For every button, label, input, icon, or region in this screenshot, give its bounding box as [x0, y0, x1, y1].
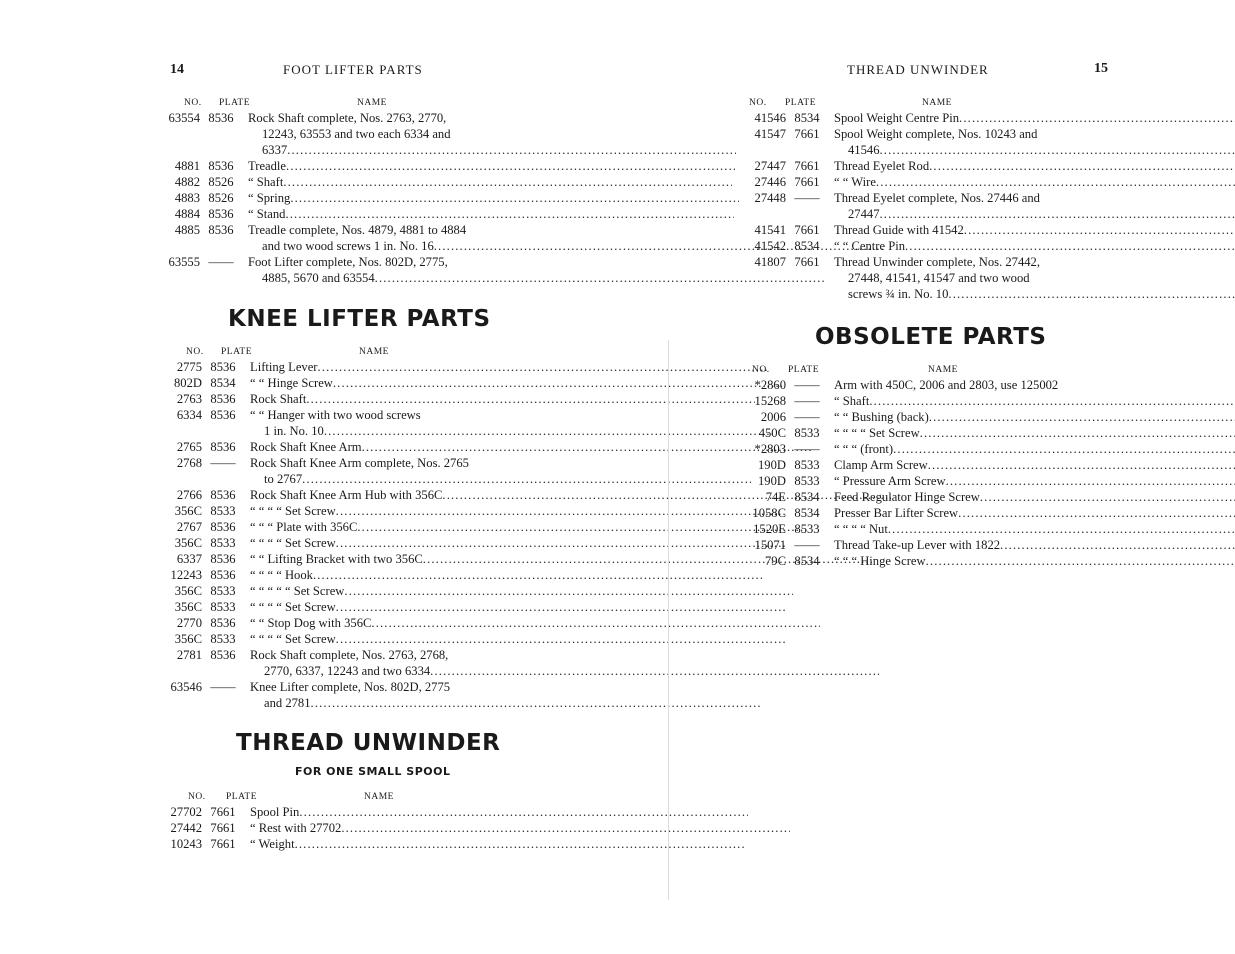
part-name-line: 27447	[848, 207, 880, 221]
page-number: 15	[1094, 61, 1108, 76]
table-row	[150, 254, 508, 286]
table-row	[152, 391, 508, 407]
part-name-line: Presser Bar Lifter Screw	[834, 506, 959, 520]
part-number: 10243	[170, 837, 202, 851]
table-row	[736, 158, 1076, 174]
plate-number: 8533	[210, 600, 236, 614]
col-no: NO.	[749, 98, 767, 108]
plate-number: 8536	[210, 360, 236, 374]
leader-dots	[879, 142, 1235, 158]
part-name-line: Thread Eyelet Rod	[834, 159, 930, 173]
part-name-line: 6337	[262, 143, 288, 157]
page-number: 14	[170, 62, 184, 77]
part-number: 41541	[754, 223, 786, 237]
part-name	[828, 457, 1235, 473]
plate-number: 8536	[208, 207, 234, 221]
table-row	[736, 457, 1076, 473]
leader-dots	[929, 409, 1235, 425]
leader-dots	[964, 222, 1235, 238]
part-number: 15071	[754, 538, 786, 552]
table-row	[736, 238, 1076, 254]
plate-number: ——	[794, 378, 820, 392]
plate-number: 8533	[794, 522, 820, 536]
part-number: 2775	[176, 360, 202, 374]
plate-number: 8536	[210, 568, 236, 582]
knee-lifter-heading: KNEE LIFTER PARTS	[228, 306, 491, 332]
table-row	[736, 537, 1076, 553]
part-number: 1520E	[753, 522, 786, 536]
table-row	[736, 505, 1076, 521]
table-row	[152, 359, 508, 375]
plate-number: ——	[210, 456, 236, 470]
table-row	[152, 631, 508, 647]
part-number: 2765	[176, 440, 202, 454]
table-row	[152, 455, 508, 487]
leader-dots	[926, 553, 1235, 569]
thread-unwinder-table	[152, 790, 508, 852]
table-row	[152, 647, 508, 679]
thread-unwinder-heading: THREAD UNWINDER	[236, 730, 501, 756]
plate-number: 7661	[794, 175, 820, 189]
part-name-line: Clamp Arm Screw	[834, 458, 928, 472]
part-name-line: “ “ “ “ Set Screw	[250, 504, 336, 518]
part-number: 2770	[176, 616, 202, 630]
part-number: 2768	[176, 456, 202, 470]
part-number: 12243	[170, 568, 202, 582]
plate-number: 8536	[208, 223, 234, 237]
part-name-line: Foot Lifter complete, Nos. 802D, 2775,	[248, 255, 448, 269]
part-name	[828, 222, 1235, 238]
col-name: NAME	[357, 98, 387, 108]
part-name-line: 12243, 63553 and two each 6334 and	[262, 127, 451, 141]
plate-number: 8536	[210, 520, 236, 534]
part-name-line: Knee Lifter complete, Nos. 802D, 2775	[250, 680, 451, 694]
part-number: 1058C	[752, 506, 786, 520]
plate-number: 8536	[210, 440, 236, 454]
plate-number: 8526	[208, 175, 234, 189]
part-name-line: 4885, 5670 and 63554	[262, 271, 375, 285]
leader-dots	[928, 457, 1235, 473]
part-number: 190D	[758, 474, 786, 488]
part-number: 4883	[174, 191, 200, 205]
table-row	[150, 110, 508, 158]
table-row	[152, 503, 508, 519]
table-row	[736, 521, 1076, 537]
part-name	[828, 537, 1235, 553]
plate-number: 7661	[210, 805, 236, 819]
part-name-line: “ “ “ “ Set Screw	[834, 426, 920, 440]
table-row	[736, 377, 1076, 393]
part-name-line: “ “ Wire	[834, 175, 876, 189]
obsolete-parts-table	[736, 363, 1076, 569]
part-name-line: to 2767	[264, 472, 303, 486]
leader-dots	[869, 393, 1235, 409]
plate-number: ——	[794, 191, 820, 205]
plate-number: 8533	[210, 504, 236, 518]
plate-number: 7661	[210, 821, 236, 835]
leader-dots	[980, 489, 1235, 505]
leader-dots	[1000, 537, 1235, 553]
part-name-line: Lifting Lever	[250, 360, 318, 374]
part-name-line: “ “ “ “ Hook	[250, 568, 313, 582]
plate-number: 7661	[210, 837, 236, 851]
part-name	[828, 473, 1235, 489]
col-plate: PLATE	[221, 347, 252, 357]
part-name	[828, 441, 1235, 457]
part-number: 356C	[174, 504, 202, 518]
part-number: 2006	[760, 410, 786, 424]
table-row	[152, 679, 508, 711]
table-row	[736, 110, 1076, 126]
part-number: 4885	[174, 223, 200, 237]
table-row	[152, 375, 508, 391]
part-name-line: Thread Take-up Lever with 1822	[834, 538, 1001, 552]
table-row	[736, 441, 1076, 457]
leader-dots	[948, 286, 1235, 302]
col-plate: PLATE	[785, 98, 816, 108]
plate-number: 8533	[210, 536, 236, 550]
plate-number: 8534	[794, 111, 820, 125]
part-name	[828, 254, 1235, 302]
leader-dots	[959, 110, 1235, 126]
part-name	[828, 409, 1235, 425]
part-name-line: Treadle	[248, 159, 287, 173]
plate-number: ——	[794, 538, 820, 552]
right-page	[617, 0, 1235, 954]
part-number: 27702	[170, 805, 202, 819]
thread-unwinder-subheading: FOR ONE SMALL SPOOL	[295, 765, 451, 778]
part-number: 450C	[758, 426, 786, 440]
table-row	[150, 190, 508, 206]
part-number: 63555	[168, 255, 200, 269]
running-head: FOOT LIFTER PARTS	[283, 62, 423, 77]
column-header	[736, 96, 1076, 110]
part-name-line: “ “ Lifting Bracket with two 356C	[250, 552, 423, 566]
plate-number: 8534	[794, 490, 820, 504]
part-name-line: Spool Weight complete, Nos. 10243 and	[834, 127, 1038, 141]
table-row	[736, 126, 1076, 158]
part-name-line: Arm with 450C, 2006 and 2803, use 125002	[834, 378, 1059, 392]
table-row	[736, 409, 1076, 425]
plate-number: 8533	[794, 474, 820, 488]
part-number: 41807	[754, 255, 786, 269]
leader-dots	[893, 441, 1235, 457]
part-number: 2767	[176, 520, 202, 534]
part-name-line: “ Rest with 27702	[250, 821, 342, 835]
part-number: 4882	[174, 175, 200, 189]
part-number: 356C	[174, 632, 202, 646]
part-name	[828, 521, 1235, 537]
part-name	[828, 393, 1235, 409]
part-name-line: Spool Weight Centre Pin	[834, 111, 960, 125]
part-name-line: “ Spring	[248, 191, 291, 205]
plate-number: 7661	[794, 223, 820, 237]
col-name: NAME	[922, 98, 952, 108]
leader-dots	[879, 206, 1235, 222]
table-row	[736, 425, 1076, 441]
part-number: 15268	[754, 394, 786, 408]
table-row	[736, 473, 1076, 489]
part-number: 356C	[174, 536, 202, 550]
column-header	[152, 345, 508, 359]
part-name-line: “ “ “ “ “ Set Screw	[250, 584, 345, 598]
plate-number: 8534	[794, 239, 820, 253]
table-row	[152, 567, 508, 583]
part-name-line: 27448, 41541, 41547 and two wood	[848, 271, 1030, 285]
part-name-line: Treadle complete, Nos. 4879, 4881 to 4884	[248, 223, 467, 237]
plate-number: 8534	[794, 506, 820, 520]
part-name-line: Thread Unwinder complete, Nos. 27442,	[834, 255, 1040, 269]
col-name: NAME	[928, 365, 958, 375]
plate-number: 8536	[208, 159, 234, 173]
table-row	[152, 820, 508, 836]
col-no: NO.	[186, 347, 204, 357]
part-number: 2763	[176, 392, 202, 406]
part-name-line: 41546	[848, 143, 880, 157]
table-row	[152, 804, 508, 820]
table-row	[150, 158, 508, 174]
part-name-line: “ “ Hinge Screw	[250, 376, 333, 390]
part-number: *2803	[754, 442, 786, 456]
part-number: 190D	[758, 458, 786, 472]
part-name-line: Rock Shaft	[250, 392, 307, 406]
part-name	[828, 190, 1235, 222]
table-row	[736, 222, 1076, 238]
column-header	[736, 363, 1076, 377]
part-name	[828, 174, 1235, 190]
plate-number: 7661	[794, 127, 820, 141]
part-name-line: Rock Shaft complete, Nos. 2763, 2768,	[250, 648, 449, 662]
leader-dots	[888, 521, 1235, 537]
part-name-line: “ Weight	[250, 837, 295, 851]
part-name	[828, 158, 1235, 174]
part-name-line: Thread Eyelet complete, Nos. 27446 and	[834, 191, 1040, 205]
plate-number: 8536	[210, 648, 236, 662]
part-name-line: “ “ Bushing (back)	[834, 410, 929, 424]
leader-dots	[876, 174, 1235, 190]
part-name	[828, 110, 1235, 126]
part-number: 79C	[765, 554, 786, 568]
part-name	[828, 126, 1235, 158]
part-name-line: “ “ Centre Pin	[834, 239, 905, 253]
part-name-line: 2770, 6337, 12243 and two 6334	[264, 664, 431, 678]
part-name-line: “ “ Stop Dog with 356C	[250, 616, 372, 630]
part-number: 4884	[174, 207, 200, 221]
part-name	[828, 489, 1235, 505]
table-row	[150, 206, 508, 222]
obsolete-parts-heading: OBSOLETE PARTS	[815, 324, 1047, 350]
plate-number: 8534	[210, 376, 236, 390]
part-name-line: “ “ “ (front)	[834, 442, 894, 456]
part-name	[828, 238, 1235, 254]
thread-unwinder-table	[736, 96, 1076, 302]
knee-lifter-table	[152, 345, 508, 711]
part-name	[828, 505, 1235, 521]
part-number: 41542	[754, 239, 786, 253]
plate-number: ——	[794, 410, 820, 424]
table-row	[152, 535, 508, 551]
plate-number: 8536	[210, 552, 236, 566]
col-no: NO.	[184, 98, 202, 108]
table-row	[152, 519, 508, 535]
part-number: 356C	[174, 584, 202, 598]
table-row	[736, 190, 1076, 222]
part-name-line: “ Stand	[248, 207, 286, 221]
part-number: 27442	[170, 821, 202, 835]
plate-number: 7661	[794, 255, 820, 269]
plate-number: 8533	[210, 584, 236, 598]
part-number: 356C	[174, 600, 202, 614]
part-number: 27448	[754, 191, 786, 205]
part-name-line: Rock Shaft Knee Arm complete, Nos. 2765	[250, 456, 469, 470]
col-plate: PLATE	[219, 98, 250, 108]
part-name	[828, 425, 1235, 441]
part-number: 27447	[754, 159, 786, 173]
part-name-line: “ Pressure Arm Screw	[834, 474, 946, 488]
part-name-line: “ “ “ “ Set Screw	[250, 600, 336, 614]
part-name-line: 1 in. No. 10	[264, 424, 324, 438]
part-name-line: “ Shaft	[248, 175, 284, 189]
plate-number: ——	[794, 394, 820, 408]
part-name-line: Thread Guide with 41542	[834, 223, 964, 237]
col-name: NAME	[359, 347, 389, 357]
plate-number: ——	[208, 255, 234, 269]
leader-dots	[920, 425, 1235, 441]
part-name	[828, 553, 1235, 569]
plate-number: ——	[210, 680, 236, 694]
col-name: NAME	[364, 792, 394, 802]
part-name-line: “ “ “ Hinge Screw	[834, 554, 926, 568]
column-header	[152, 790, 508, 804]
table-row	[152, 599, 508, 615]
part-name-line: Rock Shaft Knee Arm Hub with 356C	[250, 488, 443, 502]
column-header	[150, 96, 508, 110]
plate-number: 8536	[210, 616, 236, 630]
part-name-line: and 2781	[264, 696, 311, 710]
part-number: 74E	[765, 490, 786, 504]
leader-dots	[929, 158, 1235, 174]
part-name-line: “ “ “ “ Set Screw	[250, 536, 336, 550]
leader-dots	[905, 238, 1235, 254]
col-no: NO.	[188, 792, 206, 802]
plate-number: 8533	[210, 632, 236, 646]
plate-number: 8534	[794, 554, 820, 568]
leader-dots	[946, 473, 1235, 489]
plate-number: 8536	[208, 111, 234, 125]
leader-dots	[958, 505, 1235, 521]
plate-number: 8533	[794, 426, 820, 440]
part-name-line: Rock Shaft Knee Arm	[250, 440, 362, 454]
part-number: 802D	[174, 376, 202, 390]
table-row	[152, 551, 508, 567]
part-name-line: “ “ “ Plate with 356C	[250, 520, 358, 534]
plate-number: ——	[794, 442, 820, 456]
part-name-line: screws ¾ in. No. 10	[848, 287, 949, 301]
table-row	[152, 583, 508, 599]
table-row	[152, 407, 508, 439]
part-number: 6334	[176, 408, 202, 422]
part-name	[828, 377, 1076, 393]
part-name-line: Spool Pin	[250, 805, 300, 819]
col-plate: PLATE	[226, 792, 257, 802]
table-row	[152, 439, 508, 455]
part-number: 41546	[754, 111, 786, 125]
part-name-line: Feed Regulator Hinge Screw	[834, 490, 980, 504]
plate-number: 8536	[210, 392, 236, 406]
part-number: 4881	[174, 159, 200, 173]
part-name-line: and two wood screws 1 in. No. 16	[262, 239, 434, 253]
table-row	[736, 254, 1076, 302]
table-row	[736, 393, 1076, 409]
table-row	[152, 615, 508, 631]
part-name-line: “ Shaft	[834, 394, 870, 408]
part-number: 2781	[176, 648, 202, 662]
plate-number: 8533	[794, 458, 820, 472]
part-name-line: “ “ “ “ Set Screw	[250, 632, 336, 646]
part-number: 27446	[754, 175, 786, 189]
part-number: 6337	[176, 552, 202, 566]
table-row	[152, 836, 508, 852]
part-name-line: “ “ Hanger with two wood screws	[250, 408, 421, 422]
foot-lifter-table	[150, 96, 508, 286]
part-number: 63546	[170, 680, 202, 694]
table-row	[736, 174, 1076, 190]
part-name-line: “ “ “ “ Nut	[834, 522, 888, 536]
table-row	[150, 174, 508, 190]
plate-number: 8526	[208, 191, 234, 205]
part-number: *2860	[754, 378, 786, 392]
plate-number: 8536	[210, 488, 236, 502]
plate-number: 8536	[210, 408, 236, 422]
part-number: 2766	[176, 488, 202, 502]
running-head: THREAD UNWINDER	[847, 62, 989, 77]
plate-number: 7661	[794, 159, 820, 173]
part-number: 63554	[168, 111, 200, 125]
table-row	[150, 222, 508, 254]
table-row	[736, 553, 1076, 569]
table-row	[152, 487, 508, 503]
left-page	[0, 0, 617, 954]
col-plate: PLATE	[788, 365, 819, 375]
table-row	[736, 489, 1076, 505]
col-no: NO.	[752, 365, 770, 375]
part-name-line: Rock Shaft complete, Nos. 2763, 2770,	[248, 111, 447, 125]
part-number: 41547	[754, 127, 786, 141]
